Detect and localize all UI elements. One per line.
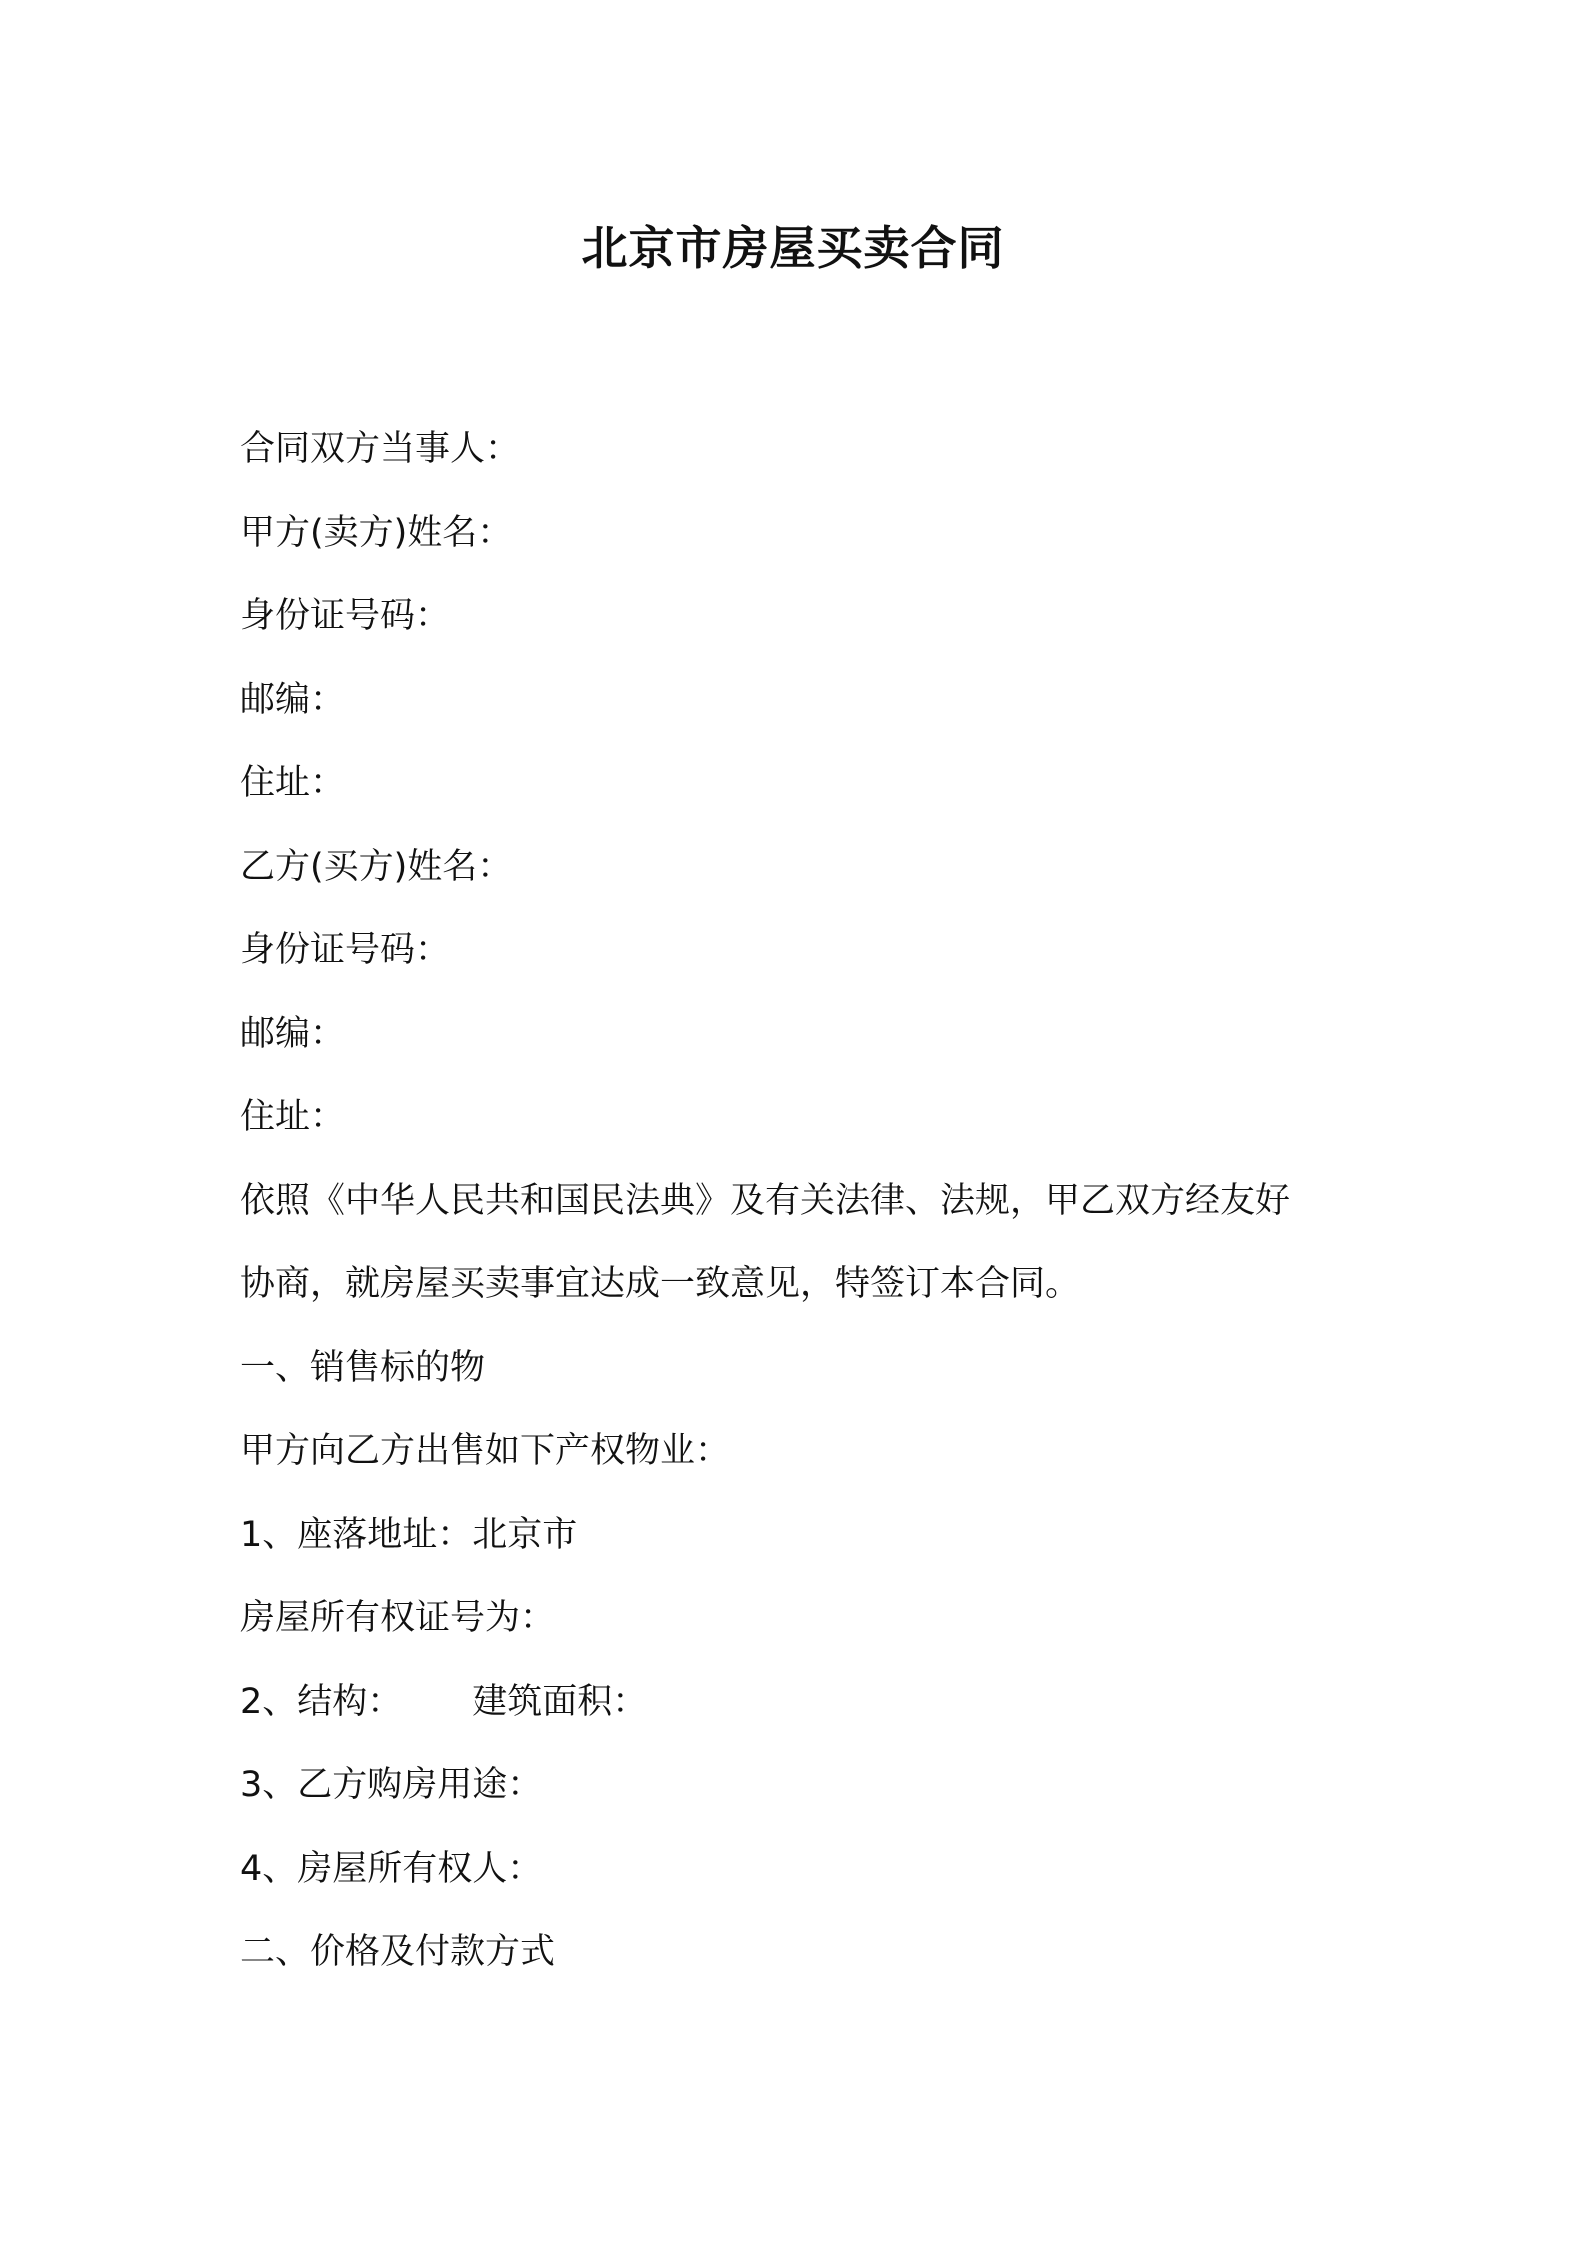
parties-heading: 合同双方当事人： (240, 429, 521, 469)
floor-area-label: 建筑面积： (472, 1681, 648, 1722)
party-a-address-label: 住址： (240, 763, 346, 803)
section-1-intro: 甲方向乙方出售如下产权物业： (240, 1431, 731, 1471)
item-1-address: 1、座落地址：北京市 (240, 1514, 578, 1555)
item-2-line (240, 1661, 1360, 1745)
preamble-line-1: 依照《中华人民共和国民法典》及有关法律、法规，甲乙双方经友好 (240, 1180, 1291, 1221)
section-2-heading: 二、价格及付款方式 (240, 1932, 556, 1972)
certificate-number-label: 房屋所有权证号为： (240, 1598, 556, 1638)
party-a-postcode-label: 邮编： (240, 679, 346, 720)
party-b-id-label: 身份证号码： (240, 930, 451, 970)
item-3-purpose: 3、乙方购房用途： (240, 1765, 543, 1805)
party-a-id-label: 身份证号码： (240, 596, 451, 636)
party-b-address-label: 住址： (240, 1097, 346, 1137)
party-a-name-label: 甲方(卖方)姓名： (240, 512, 513, 553)
section-1-heading: 一、销售标的物 (240, 1347, 486, 1388)
preamble-line-2: 协商，就房屋买卖事宜达成一致意见，特签订本合同。 (240, 1264, 1081, 1304)
item-4-owner: 4、房屋所有权人： (240, 1848, 543, 1889)
party-b-name-label: 乙方(买方)姓名： (240, 846, 513, 887)
party-b-postcode-label: 邮编： (240, 1013, 346, 1054)
document-body (240, 408, 1360, 1995)
structure-label: 2、结构： (240, 1681, 403, 1722)
document-title: 北京市房屋买卖合同 (581, 221, 1005, 275)
